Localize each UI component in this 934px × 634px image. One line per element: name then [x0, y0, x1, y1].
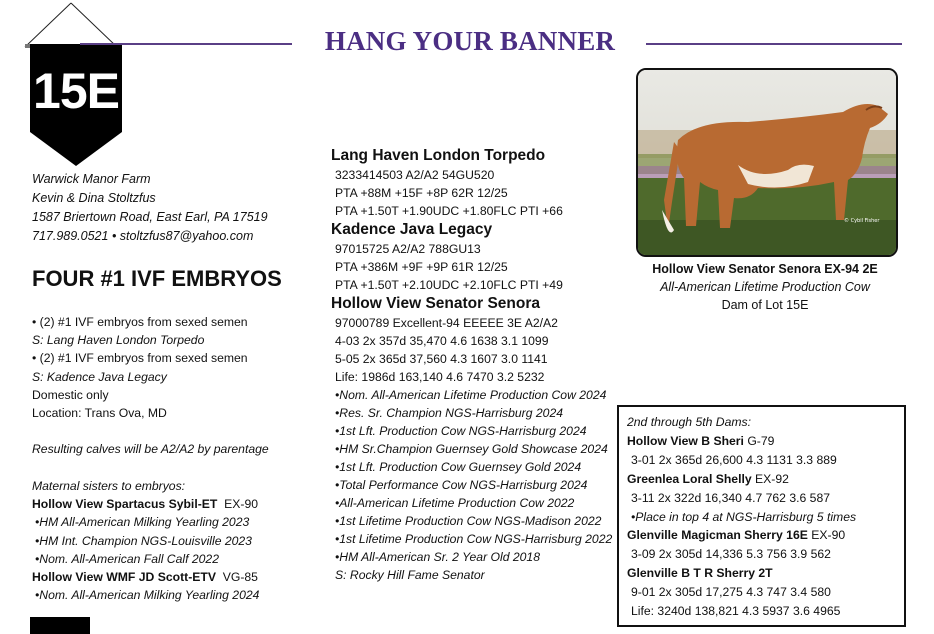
- farm-info: [32, 170, 268, 246]
- pedigree-column: [331, 146, 621, 584]
- dam-award: •All-American Lifetime Production Cow 2022: [335, 496, 575, 510]
- dam-record: 97000789 Excellent-94 EEEEE 3E A2/A2: [335, 316, 558, 330]
- dam-2-record: 3-01 2x 365d 26,600 4.3 1131 3.3 889: [631, 453, 837, 467]
- dam-name: Hollow View Senator Senora: [331, 295, 541, 312]
- sister-2: [32, 568, 322, 586]
- sire-torpedo-name: Lang Haven London Torpedo: [331, 147, 546, 164]
- dam-2-name: Hollow View B Sheri: [627, 434, 744, 448]
- dam-award: •Res. Sr. Champion NGS-Harrisburg 2024: [335, 406, 564, 420]
- offer-details: [32, 313, 312, 422]
- farm-contact: 717.989.0521 • stoltzfus87@yahoo.com: [32, 229, 254, 243]
- offer-note-block: [32, 440, 269, 458]
- sire-line: PTA +88M +15F +8P 62R 12/25: [335, 186, 508, 200]
- sister-award: •HM All-American Milking Yearling 2023: [35, 515, 250, 530]
- sister-2-score: VG-85: [222, 570, 258, 585]
- dam-award: •Total Performance Cow NGS-Harrisburg 2024: [335, 478, 588, 492]
- title-rule-left: [80, 43, 292, 45]
- cow-image: [638, 70, 896, 255]
- maternal-heading: Maternal sisters to embryos:: [32, 479, 186, 493]
- sire-line: 97015725 A2/A2 788GU13: [335, 242, 481, 256]
- dam-sire: S: Rocky Hill Fame Senator: [335, 568, 485, 582]
- dam-5-name: Glenville B T R Sherry 2T: [627, 566, 773, 580]
- next-lot-pennant: [30, 617, 90, 634]
- sister-1: [32, 495, 322, 513]
- dams-heading: 2nd through 5th Dams:: [627, 415, 751, 429]
- dam-5-record: 9-01 2x 305d 17,275 4.3 747 3.4 580: [631, 585, 831, 599]
- sire-line: PTA +1.50T +1.90UDC +1.80FLC PTI +66: [335, 204, 563, 218]
- dam-record: Life: 1986d 163,140 4.6 7470 3.2 5232: [335, 370, 545, 384]
- offer-line: S: Kadence Java Legacy: [32, 369, 167, 384]
- farm-name: Warwick Manor Farm: [32, 172, 151, 186]
- dam-award: •1st Lft. Production Cow Guernsey Gold 2024: [335, 460, 582, 474]
- sister-award: •Nom. All-American Milking Yearling 2024: [35, 588, 260, 603]
- dam-award: •1st Lifetime Production Cow NGS-Madison 2022: [335, 514, 602, 528]
- dam-4-record: 3-09 2x 305d 14,336 5.3 756 3.9 562: [631, 547, 831, 561]
- photo-caption: [610, 260, 920, 314]
- caption-name: Hollow View Senator Senora EX-94 2E: [652, 262, 878, 276]
- caption-lot: Dam of Lot 15E: [721, 298, 809, 312]
- sister-1-score: EX-90: [224, 497, 258, 512]
- lot-number: 15E: [33, 63, 119, 119]
- dam-award: •1st Lft. Production Cow NGS-Harrisburg 2024: [335, 424, 587, 438]
- dam-record: 4-03 2x 357d 35,470 4.6 1638 3.1 1099: [335, 334, 549, 348]
- dam-3-name: Greenlea Loral Shelly: [627, 472, 752, 486]
- sire-line: 3233414503 A2/A2 54GU520: [335, 168, 495, 182]
- sire-line: PTA +1.50T +2.10UDC +2.10FLC PTI +49: [335, 278, 563, 292]
- dam-2: [627, 432, 774, 450]
- offer-line: • (2) #1 IVF embryos from sexed semen: [32, 315, 248, 329]
- dam-3: [627, 470, 789, 488]
- cow-photo: [636, 68, 898, 257]
- dam-3-score: EX-92: [755, 472, 789, 486]
- offer-line: S: Lang Haven London Torpedo: [32, 333, 205, 348]
- dam-3-record: 3-11 2x 322d 16,340 4.7 762 3.6 587: [631, 491, 831, 505]
- sire-line: PTA +386M +9F +9P 61R 12/25: [335, 260, 508, 274]
- sire-legacy-name: Kadence Java Legacy: [331, 221, 493, 238]
- dam-4-score: EX-90: [811, 528, 846, 542]
- sister-award: •Nom. All-American Fall Calf 2022: [35, 551, 219, 566]
- dam-5-life: Life: 3240d 138,821 4.3 5937 3.6 4965: [631, 604, 841, 618]
- title-rule-right: [646, 43, 902, 45]
- sister-2-name: Hollow View WMF JD Scott-ETV: [32, 570, 216, 585]
- offer-line: Location: Trans Ova, MD: [32, 406, 167, 421]
- farm-address: 1587 Briertown Road, East Earl, PA 17519: [32, 210, 268, 224]
- page-title: HANG YOUR BANNER: [324, 26, 616, 56]
- offer-line: Domestic only: [32, 387, 109, 402]
- maternal-sisters: [32, 477, 322, 604]
- dam-award: •HM All-American Sr. 2 Year Old 2018: [335, 550, 540, 564]
- photo-signature: © Cybil Fisher: [844, 218, 880, 224]
- dam-2-score: G-79: [747, 434, 775, 448]
- dam-award: •Nom. All-American Lifetime Production Cow 2024: [335, 388, 607, 402]
- farm-owners: Kevin & Dina Stoltzfus: [32, 191, 156, 205]
- dam-record: 5-05 2x 365d 37,560 4.3 1607 3.0 1141: [335, 352, 548, 366]
- offer-line: • (2) #1 IVF embryos from sexed semen: [32, 351, 248, 366]
- caption-award: All-American Lifetime Production Cow: [660, 280, 870, 294]
- offer-note: Resulting calves will be A2/A2 by parentage: [32, 442, 269, 456]
- sister-1-name: Hollow View Spartacus Sybil-ET: [32, 497, 218, 512]
- dam-award: •HM Sr.Champion Guernsey Gold Showcase 2024: [335, 442, 608, 456]
- dams-box: [617, 405, 906, 627]
- offer-title: FOUR #1 IVF EMBRYOS: [32, 266, 282, 291]
- dam-award: •1st Lifetime Production Cow NGS-Harrisburg 2022: [335, 532, 613, 546]
- sister-award: •HM Int. Champion NGS-Louisville 2023: [35, 533, 252, 548]
- dam-4-name: Glenville Magicman Sherry 16E: [627, 528, 808, 542]
- dam-4: [627, 526, 845, 544]
- dam-3-note: •Place in top 4 at NGS-Harrisburg 5 times: [631, 510, 857, 524]
